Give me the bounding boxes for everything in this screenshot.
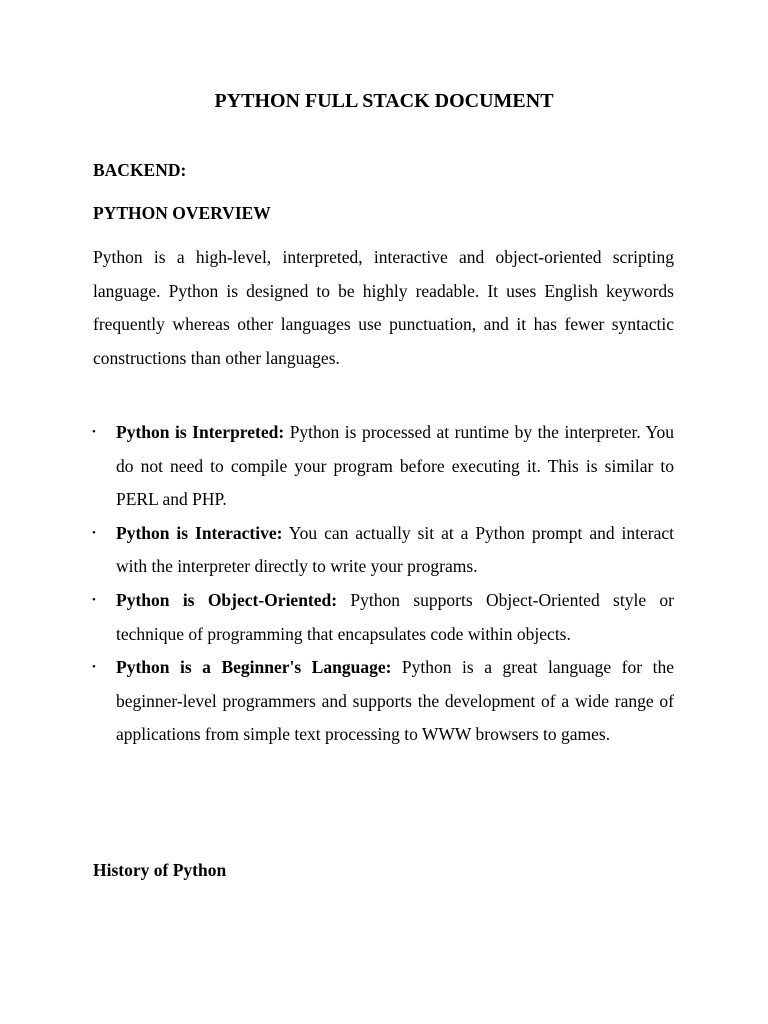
python-overview-heading: PYTHON OVERVIEW (93, 203, 271, 223)
feature-text: Python is a great language for the beginner-level programmers and supports the development of a wide range of applications from simple text processing to WWW browsers to games. (116, 657, 674, 745)
bullet-icon: • (92, 426, 96, 438)
bullet-icon: • (92, 661, 96, 674)
bullet-icon: • (92, 526, 96, 539)
list-item-interactive (93, 517, 674, 584)
feature-text: You can actually sit at a Python prompt and interact with the interpreter directly to write your programs. (116, 522, 674, 577)
feature-term: Python is Interactive: (116, 522, 283, 543)
list-item-interpreted (93, 416, 674, 517)
features-list (93, 416, 674, 752)
feature-term: Python is Interpreted: (116, 422, 285, 442)
bullet-icon: • (92, 593, 96, 606)
list-item-object-oriented (93, 584, 674, 651)
history-of-python-heading: History of Python (93, 860, 227, 880)
feature-term: Python is a Beginner's Language: (116, 657, 392, 678)
backend-heading: BACKEND: (93, 160, 187, 180)
list-item-beginners-language (93, 651, 674, 752)
feature-term: Python is Object-Oriented: (116, 589, 338, 610)
feature-text: Python is processed at runtime by the interpreter. You do not need to compile your program before executing it. This is similar to PERL and PHP. (116, 422, 674, 510)
feature-text: Python supports Object-Oriented style or technique of programming that encapsulates code within objects. (116, 589, 675, 644)
document-title: PYTHON FULL STACK DOCUMENT (214, 90, 554, 112)
overview-paragraph: Python is a high-level, interpreted, interactive and object-oriented scripting language. Python is designed to be highly readable. It uses English keywords frequently whereas other languages use punctuation, and it has fewer syntactic constructions than other languages. (93, 247, 674, 368)
